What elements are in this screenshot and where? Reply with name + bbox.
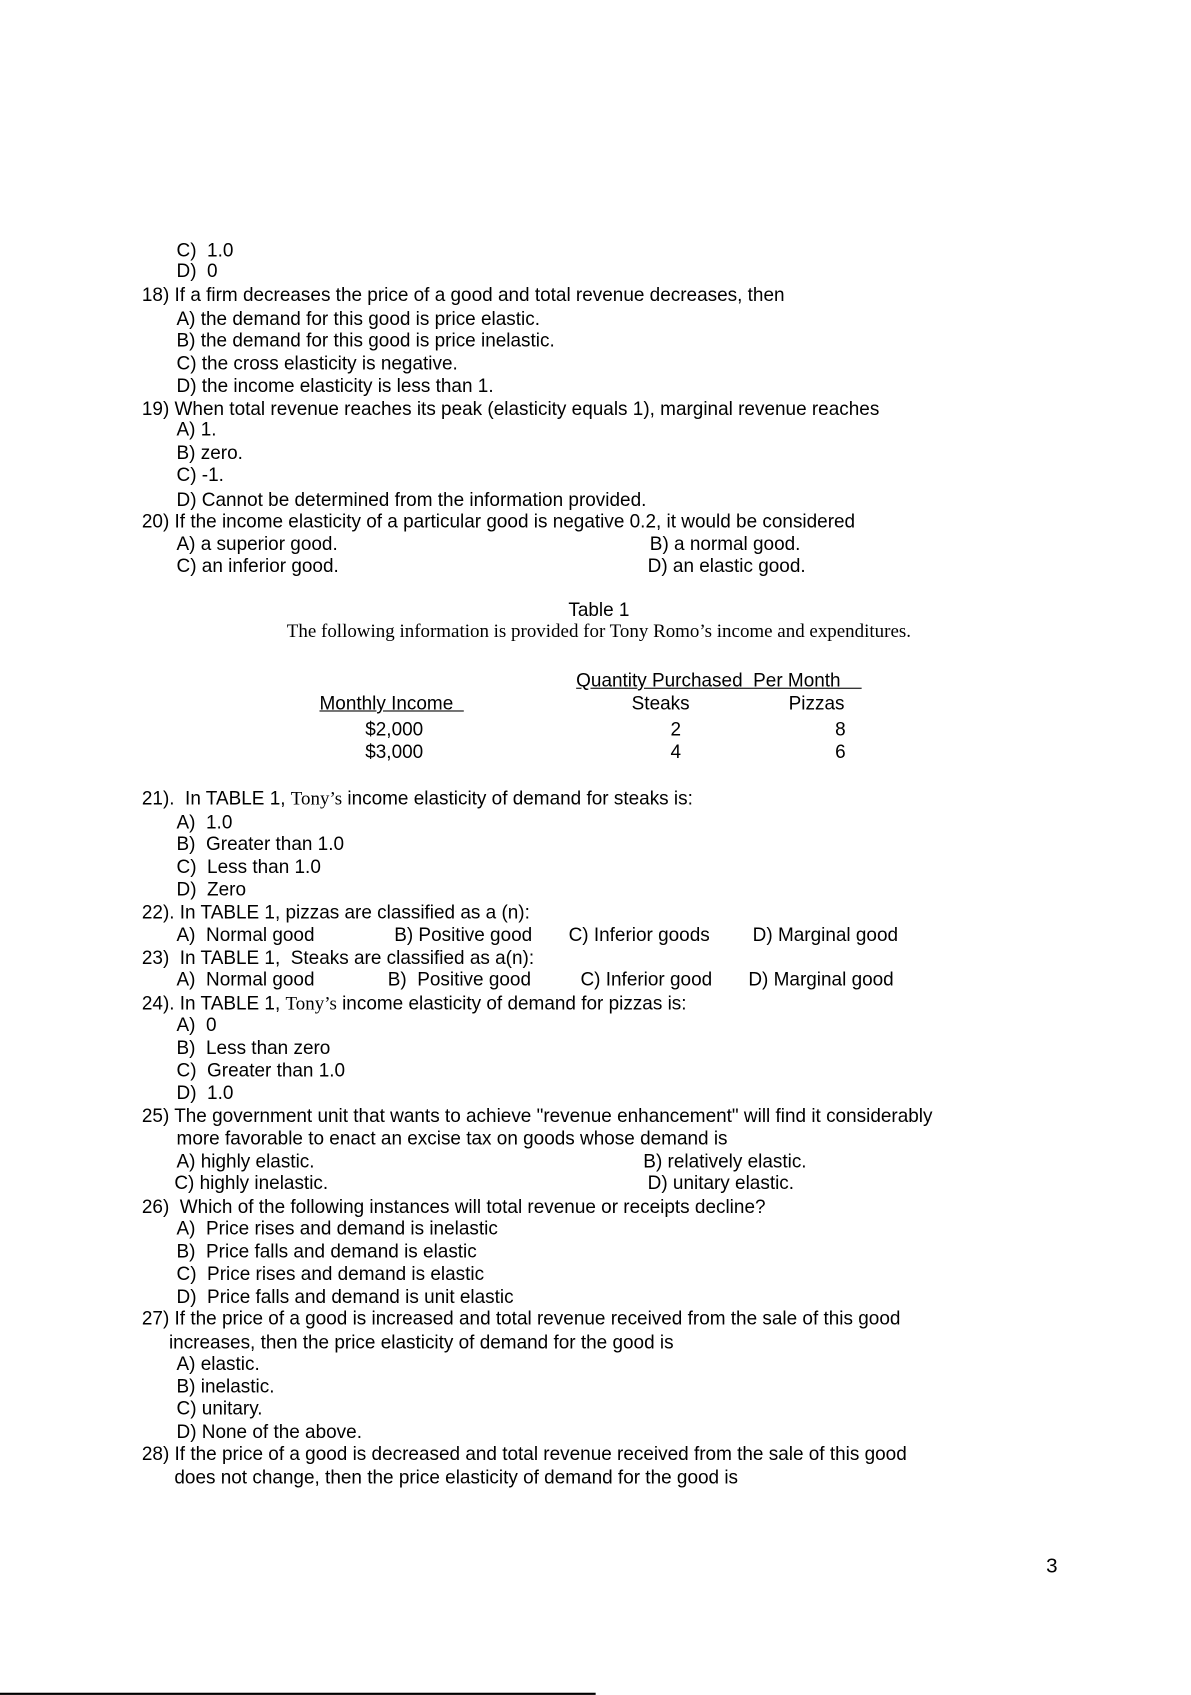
q19-option-c: C) -1. <box>176 463 224 486</box>
q21-option-c: C) Less than 1.0 <box>176 855 321 878</box>
table-group-header: Quantity Purchased Per Month <box>576 669 862 691</box>
table-header-income: Monthly Income <box>319 692 464 714</box>
q26-option-c: C) Price rises and demand is elastic <box>176 1262 485 1285</box>
q21-option-b: B) Greater than 1.0 <box>176 832 345 855</box>
q25-option-d: D) unitary elastic. <box>647 1171 795 1194</box>
q24-stem-pre: 24). In TABLE 1, <box>141 992 286 1014</box>
table-cell: $2,000 <box>365 718 424 740</box>
q25-option-a: A) highly elastic. <box>176 1150 315 1172</box>
q17-option-c: C) 1.0 <box>176 239 234 262</box>
q24-stem-name: Tony’s <box>285 992 337 1014</box>
q18-option-c: C) the cross elasticity is negative. <box>176 351 458 374</box>
q18-option-a: A) the demand for this good is price elastic. <box>176 307 540 330</box>
q26-option-d: D) Price falls and demand is unit elastic <box>176 1285 514 1308</box>
table-cell: $3,000 <box>365 740 424 763</box>
q22-option-d: D) Marginal good <box>752 923 899 946</box>
q24-option-c: C) Greater than 1.0 <box>176 1059 346 1081</box>
q23-option-d: D) Marginal good <box>748 968 894 990</box>
q27-option-c: C) unitary. <box>176 1397 263 1419</box>
q26-option-a: A) Price rises and demand is inelastic <box>176 1217 498 1239</box>
q20-option-a: A) a superior good. <box>176 532 338 555</box>
q22-stem: 22). In TABLE 1, pizzas are classified as a (n): <box>141 901 530 923</box>
table-cell: 8 <box>835 718 846 740</box>
q17-option-d: D) 0 <box>176 259 218 282</box>
q20-option-c: C) an inferior good. <box>176 554 339 577</box>
table-cell: 2 <box>670 718 682 740</box>
q25-stem: 25) The government unit that wants to achieve "revenue enhancement" will find it considerably <box>141 1104 933 1127</box>
q19-option-d: D) Cannot be determined from the information provided. <box>176 488 647 511</box>
q25-stem-cont: more favorable to enact an excise tax on goods whose demand is <box>176 1127 728 1150</box>
q27-option-a: A) elastic. <box>176 1352 260 1375</box>
q18-option-b: B) the demand for this good is price inelastic. <box>176 329 555 351</box>
q19-option-a: A) 1. <box>176 418 217 440</box>
table-cell: 4 <box>670 740 682 763</box>
q21-option-a: A) 1.0 <box>176 811 233 833</box>
table-title: Table 1 <box>568 598 630 621</box>
q20-stem: 20) If the income elasticity of a particular good is negative 0.2, it would be considered <box>141 510 856 532</box>
q20-option-b: B) a normal good. <box>649 532 801 555</box>
q27-option-b: B) inelastic. <box>176 1375 275 1398</box>
table-cell: 6 <box>835 740 846 763</box>
q22-option-a: A) Normal good <box>176 923 315 946</box>
q19-stem: 19) When total revenue reaches its peak (elasticity equals 1), marginal revenue reaches <box>141 397 880 420</box>
q22-option-c: C) Inferior goods <box>568 923 710 946</box>
q24-stem-post: income elasticity of demand for pizzas is: <box>336 992 687 1014</box>
q20-option-d: D) an elastic good. <box>647 554 806 577</box>
q28-stem-cont: does not change, then the price elasticity of demand for the good is <box>174 1466 739 1489</box>
q21-option-d: D) Zero <box>176 878 247 900</box>
q23-option-a: A) Normal good <box>176 968 315 990</box>
q27-stem: 27) If the price of a good is increased and total revenue received from the sale of this good <box>141 1307 901 1329</box>
q21-stem <box>142 787 693 809</box>
q25-option-c: C) highly inelastic. <box>174 1171 329 1194</box>
q28-stem: 28) If the price of a good is decreased and total revenue received from the sale of this good <box>141 1442 907 1465</box>
page-number: 3 <box>1046 1555 1058 1578</box>
q21-stem-name: Tony’s <box>290 787 343 810</box>
q25-option-b: B) relatively elastic. <box>643 1150 807 1172</box>
q22-option-b: B) Positive good <box>394 923 533 946</box>
q24-stem <box>142 992 687 1014</box>
table-caption: The following information is provided for Tony Romo’s income and expenditures. <box>286 619 911 642</box>
table-header-pizzas: Pizzas <box>788 692 845 714</box>
q26-option-b: B) Price falls and demand is elastic <box>176 1240 477 1262</box>
q26-stem: 26) Which of the following instances will total revenue or receipts decline? <box>141 1195 766 1218</box>
q23-stem: 23) In TABLE 1, Steaks are classified as a(n): <box>141 946 535 969</box>
q24-option-d: D) 1.0 <box>176 1081 234 1104</box>
q24-option-a: A) 0 <box>176 1013 217 1036</box>
q21-stem-pre: 21). In TABLE 1, <box>141 787 291 810</box>
q27-stem-cont: increases, then the price elasticity of demand for the good is <box>168 1331 674 1353</box>
q18-option-d: D) the income elasticity is less than 1. <box>176 374 494 397</box>
q19-option-b: B) zero. <box>176 441 243 464</box>
q24-option-b: B) Less than zero <box>176 1036 331 1059</box>
q21-stem-post: income elasticity of demand for steaks is: <box>342 787 693 810</box>
q27-option-d: D) None of the above. <box>176 1420 362 1443</box>
q23-option-b: B) Positive good <box>387 968 531 990</box>
q23-option-c: C) Inferior good <box>580 968 713 990</box>
q18-stem: 18) If a firm decreases the price of a good and total revenue decreases, then <box>141 283 785 306</box>
table-header-steaks: Steaks <box>631 692 690 714</box>
